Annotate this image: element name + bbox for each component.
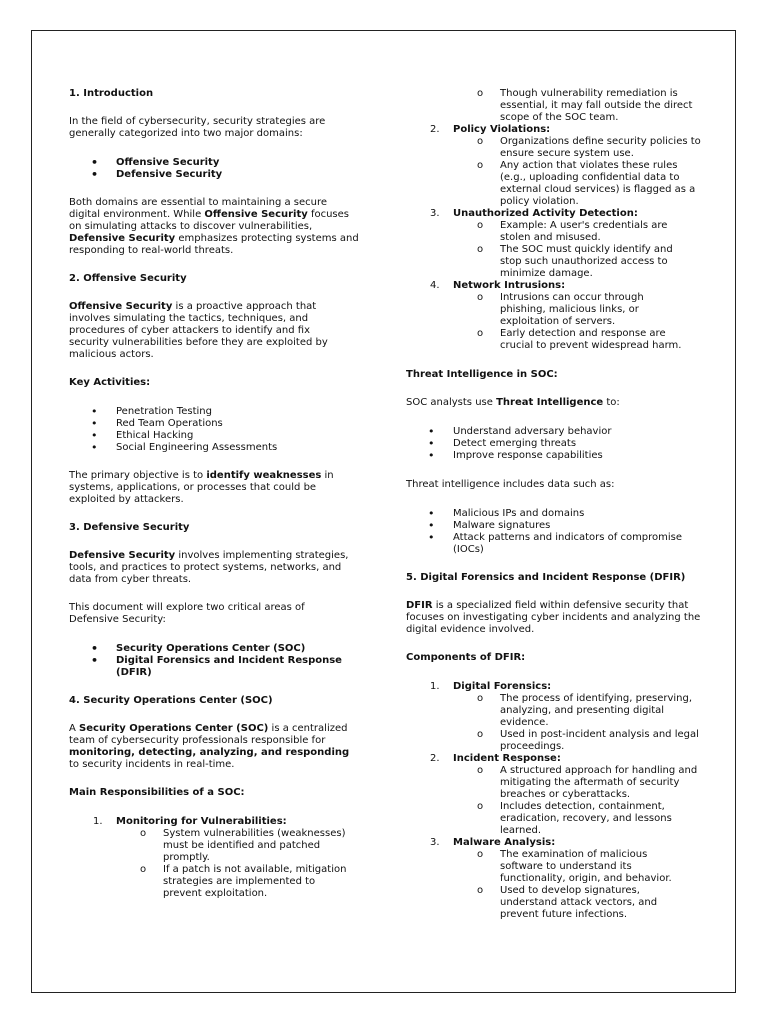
defensive-heading: 3. Defensive Security	[69, 522, 190, 533]
list-item: o Though vulnerability remediation is essential, it may fall outside the direct scope of the SOC team.	[406, 88, 700, 124]
list-item: 2. Incident Response: o A structured approach for handling and mitigating the aftermath of security breaches or cyberattacks. o Includes detection, containment, eradication, recovery, and lessons learned.	[406, 753, 706, 837]
key-activities-list	[69, 406, 369, 454]
list-item: o A structured approach for handling and mitigating the aftermath of security breaches or cyberattacks.	[406, 765, 700, 801]
dfir-components-heading: Components of DFIR:	[406, 652, 526, 663]
list-item: 3. Malware Analysis: o The examination of malicious software to understand its functionality, origin, and behavior. o Used to develop signatures, understand attack vectors, and prevent future infections.	[406, 837, 706, 921]
list-item: o Includes detection, containment, eradication, recovery, and lessons learned.	[406, 801, 690, 837]
list-item: 1. Digital Forensics: o The process of identifying, preserving, analyzing, and presenting digital evidence. o Used in post-incident analysis and legal proceedings.	[406, 681, 706, 753]
list-item: 3. Unauthorized Activity Detection: o Example: A user's credentials are stolen and misused. o The SOC must quickly identify and stop such unauthorized access to minimize damage.	[406, 208, 706, 280]
right-column	[406, 88, 706, 921]
list-item: • Red Team Operations	[69, 418, 369, 430]
soc-responsibilities-heading: Main Responsibilities of a SOC:	[69, 787, 245, 798]
list-item: o The process of identifying, preserving, analyzing, and presenting digital evidence.	[406, 693, 705, 729]
list-item: • Attack patterns and indicators of compromise (IOCs)	[406, 532, 698, 556]
threat-intel-uses-list	[406, 426, 706, 462]
list-item: • Penetration Testing	[69, 406, 369, 418]
list-item: o Example: A user's credentials are stolen and misused.	[406, 220, 685, 244]
list-item: 1. Monitoring for Vulnerabilities: o System vulnerabilities (weaknesses) must be identified and patched promptly. o If a patch is not available, mitigation strategies are implemented to prevent exploitation.	[69, 816, 369, 900]
offensive-heading: 2. Offensive Security	[69, 273, 187, 284]
threat-intel-data-list	[406, 508, 706, 556]
list-item: o The examination of malicious software to understand its functionality, origin, and behavior.	[406, 849, 690, 885]
list-item: 2. Policy Violations: o Organizations define security policies to ensure secure system use. o Any action that violates these rules (e.g., uploading confidential data to external cloud services) is flagged as a policy violation.	[406, 124, 706, 208]
defensive-paragraph: Defensive Security involves implementing strategies, tools, and practices to protect systems, networks, and data from cyber threats.	[69, 550, 349, 585]
intro-text: In the field of cybersecurity, security strategies are generally categorized into two major domains:	[69, 116, 326, 139]
soc-paragraph: A Security Operations Center (SOC) is a centralized team of cybersecurity professionals responsible for monitoring, detecting, analyzing, and responding to security incidents in real-time.	[69, 723, 350, 770]
list-item: • Offensive Security	[69, 157, 369, 169]
document-page	[31, 30, 736, 993]
defensive-paragraph-2: This document will explore two critical areas of Defensive Security:	[69, 602, 305, 625]
offensive-paragraph: Offensive Security is a proactive approach that involves simulating the tactics, techniques, and procedures of cyber attackers to identify and fix security vulnerabilities before they are exploited by malicious actors.	[69, 301, 328, 360]
list-item: • Social Engineering Assessments	[69, 442, 369, 454]
dfir-components-list	[406, 681, 706, 921]
threat-intel-data-paragraph: Threat intelligence includes data such as:	[406, 479, 615, 490]
list-item: o Intrusions can occur through phishing, malicious links, or exploitation of servers.	[406, 292, 685, 328]
list-item: • Security Operations Center (SOC)	[69, 643, 369, 655]
objective-paragraph: The primary objective is to identify weaknesses in systems, applications, or processes that could be exploited by attackers.	[69, 470, 334, 505]
intro-heading: 1. Introduction	[69, 88, 154, 99]
soc-responsibilities-list	[69, 816, 369, 900]
list-item: o System vulnerabilities (weaknesses) must be identified and patched promptly.	[69, 828, 358, 864]
list-item: o Early detection and response are crucial to prevent widespread harm.	[406, 328, 700, 352]
list-item: • Defensive Security	[69, 169, 369, 181]
soc-responsibilities-list-cont	[406, 124, 706, 352]
domains-list	[69, 157, 369, 181]
list-item: • Digital Forensics and Incident Response (DFIR)	[69, 655, 366, 679]
threat-intel-paragraph: SOC analysts use Threat Intelligence to:	[406, 397, 620, 408]
list-item: • Malicious IPs and domains	[406, 508, 706, 520]
defensive-areas-list	[69, 643, 369, 679]
soc-heading: 4. Security Operations Center (SOC)	[69, 695, 273, 706]
list-item: • Malware signatures	[406, 520, 706, 532]
list-item: • Ethical Hacking	[69, 430, 369, 442]
list-item: • Improve response capabilities	[406, 450, 706, 462]
list-item: o Used in post-incident analysis and legal proceedings.	[406, 729, 705, 753]
list-item: o Any action that violates these rules (e.g., uploading confidential data to external cloud services) is flagged as a policy violation.	[406, 160, 700, 208]
threat-intel-heading: Threat Intelligence in SOC:	[406, 369, 558, 380]
dfir-paragraph: DFIR is a specialized field within defensive security that focuses on investigating cyber incidents and analyzing the digital evidence involved.	[406, 600, 701, 635]
list-item: o Organizations define security policies to ensure secure system use.	[406, 136, 710, 160]
list-item: o The SOC must quickly identify and stop such unauthorized access to minimize damage.	[406, 244, 690, 280]
dfir-heading: 5. Digital Forensics and Incident Response (DFIR)	[406, 572, 686, 583]
list-item: • Understand adversary behavior	[406, 426, 706, 438]
left-column	[69, 88, 369, 900]
list-item: • Detect emerging threats	[406, 438, 706, 450]
intro-paragraph-2: Both domains are essential to maintaining a secure digital environment. While Offensive Security focuses on simulating attacks to discover vulnerabilities, Defensive Security emphasizes protecting systems and responding to real-world threats.	[69, 197, 359, 256]
list-item: 4. Network Intrusions: o Intrusions can occur through phishing, malicious links, or exploitation of servers. o Early detection and response are crucial to prevent widespread harm.	[406, 280, 706, 352]
key-activities-heading: Key Activities:	[69, 377, 151, 388]
list-item: o Used to develop signatures, understand attack vectors, and prevent future infections.	[406, 885, 695, 921]
list-item: o If a patch is not available, mitigation strategies are implemented to prevent exploitation.	[69, 864, 348, 900]
